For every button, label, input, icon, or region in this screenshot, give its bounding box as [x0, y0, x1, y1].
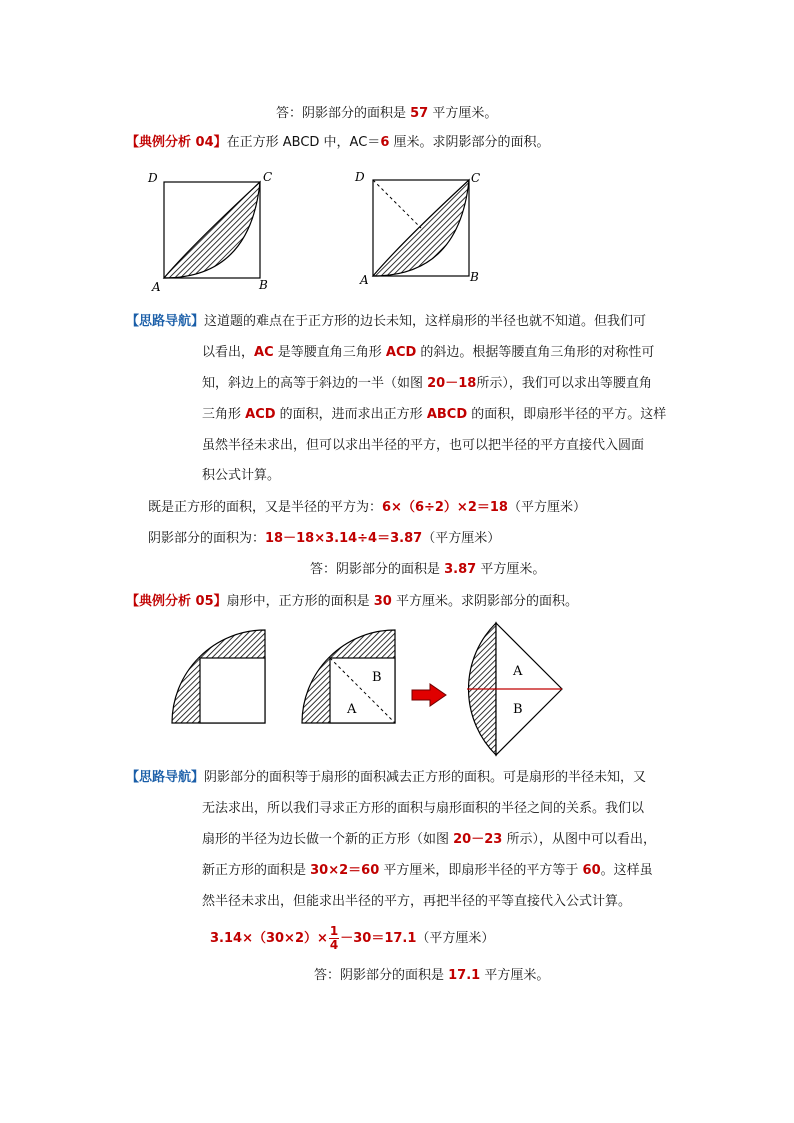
calc-text: 阴影部分的面积为：	[148, 531, 266, 546]
guide-2-line-2	[202, 799, 644, 819]
calc-expression: 3.14×（30×2）×	[210, 931, 328, 946]
question-text-end: 平方厘米。求阴影部分的面积。	[391, 594, 578, 609]
guide-highlight: 60	[582, 863, 601, 878]
guide-text: 这道题的难点在于正方形的边长未知，这样扇形的半径也就不知道。但我们可	[204, 314, 647, 329]
answer-unit: 平方厘米。	[476, 562, 546, 577]
guide-text: 的面积，即扇形半径的平方。这样	[467, 407, 667, 422]
guide-2-line-3	[202, 830, 656, 850]
label-b: B	[372, 670, 382, 685]
guide-highlight: 20－18	[427, 376, 477, 391]
answer-value: 17.1	[448, 968, 481, 983]
guide-text: 扇形的半径为边长做一个新的正方形（如图	[202, 832, 454, 847]
label-d: D	[355, 170, 365, 184]
answer-line-3	[314, 966, 549, 986]
ex04-figure-1	[140, 165, 290, 300]
label-a: A	[360, 273, 369, 287]
calc-line-1	[148, 498, 586, 518]
question-value: 30	[373, 594, 392, 609]
calc-unit: （平方厘米）	[507, 500, 586, 515]
ex05-figure-3	[455, 615, 575, 760]
guide-text: 积公式计算。	[202, 468, 281, 483]
guide-text: 的面积，进而求出正方形	[275, 407, 427, 422]
answer-line-1	[276, 104, 497, 124]
question-text: 在正方形 ABCD 中，AC＝	[226, 135, 381, 150]
answer-line-2	[310, 560, 545, 580]
guide-highlight: ACD	[385, 345, 417, 360]
guide-highlight: ABCD	[426, 407, 468, 422]
calc-unit: （平方厘米）	[422, 531, 501, 546]
ex05-figure-2	[295, 625, 405, 730]
guide-1-tag: 【思路导航】	[126, 314, 205, 329]
example-04-tag: 【典例分析 04】	[126, 135, 227, 150]
example-04-question	[126, 133, 550, 153]
guide-1-line-3	[202, 374, 652, 394]
guide-text: 所示），我们可以求出等腰直角	[476, 376, 652, 391]
label-c: C	[471, 171, 481, 185]
ex04-figure-2	[350, 165, 500, 300]
question-value: 6	[380, 135, 390, 150]
guide-text: 平方厘米，即扇形半径的平方等于	[379, 863, 583, 878]
guide-2-line-5	[202, 892, 631, 912]
guide-highlight: 20－23	[453, 832, 503, 847]
inner-square	[200, 658, 265, 723]
label-b: B	[470, 270, 479, 284]
example-05-tag: 【典例分析 05】	[126, 594, 227, 609]
guide-1-line-5	[202, 436, 644, 456]
label-c: C	[263, 170, 273, 184]
calc-text: 既是正方形的面积，又是半径的平方为：	[148, 500, 383, 515]
height-dashed-line	[373, 180, 421, 228]
answer-value: 3.87	[444, 562, 477, 577]
calc-line-3	[210, 924, 494, 954]
calc-expression: 18－18×3.14÷4＝3.87	[265, 531, 423, 546]
guide-1-line-2	[202, 343, 654, 363]
label-b: B	[259, 278, 268, 292]
guide-highlight: 30×2＝60	[310, 863, 380, 878]
answer-unit: 平方厘米。	[428, 106, 498, 121]
guide-highlight: AC	[254, 345, 274, 360]
calc-unit: （平方厘米）	[416, 931, 495, 946]
guide-highlight: ACD	[245, 407, 276, 422]
ex05-figure-1	[165, 625, 275, 730]
guide-1-line-4	[202, 405, 666, 425]
calc-line-2	[148, 529, 500, 549]
guide-1-line-6	[202, 466, 280, 486]
fraction-denominator: 4	[329, 938, 339, 952]
guide-text: 阴影部分的面积等于扇形的面积减去正方形的面积。可是扇形的半径未知，又	[204, 770, 647, 785]
example-05-question	[126, 592, 578, 612]
label-b: B	[513, 702, 523, 717]
guide-text: 所示），从图中可以看出，	[502, 832, 656, 847]
calc-expression: 6×（6÷2）×2＝18	[382, 500, 508, 515]
guide-text: 无法求出，所以我们寻求正方形的面积与扇形面积的半径之间的关系。我们以	[202, 801, 645, 816]
answer-unit: 平方厘米。	[480, 968, 550, 983]
label-a: A	[347, 702, 357, 717]
red-arrow-icon	[410, 682, 450, 712]
guide-text: 然半径未求出，但能求出半径的平方，再把半径的平等直接代入公式计算。	[202, 894, 632, 909]
guide-text: 知，斜边上的高等于斜边的一半（如图	[202, 376, 428, 391]
guide-text: 虽然半径未求出，但可以求出半径的平方，也可以把半径的平方直接代入圆面	[202, 438, 645, 453]
calc-expression: －30＝17.1	[340, 931, 417, 946]
fraction-numerator: 1	[329, 924, 339, 938]
guide-1-line-1	[126, 312, 646, 332]
guide-2-tag: 【思路导航】	[126, 770, 205, 785]
guide-text: 以看出，	[202, 345, 255, 360]
fraction	[329, 925, 339, 952]
guide-text: 新正方形的面积是	[202, 863, 311, 878]
shaded-region	[164, 182, 260, 278]
guide-text: 是等腰直角三角形	[273, 345, 386, 360]
label-a: A	[513, 664, 523, 679]
answer-text: 答：阴影部分的面积是	[310, 562, 445, 577]
label-a: A	[152, 280, 161, 294]
guide-2-line-4	[202, 861, 653, 881]
label-d: D	[148, 171, 158, 185]
guide-text: 三角形	[202, 407, 246, 422]
guide-text: 的斜边。根据等腰直角三角形的对称性可	[416, 345, 655, 360]
guide-2-line-1	[126, 768, 646, 788]
answer-value: 57	[410, 106, 429, 121]
question-text: 扇形中，正方形的面积是	[226, 594, 374, 609]
question-text-end: 厘米。求阴影部分的面积。	[389, 135, 550, 150]
answer-text: 答：阴影部分的面积是	[314, 968, 449, 983]
answer-text: 答：阴影部分的面积是	[276, 106, 411, 121]
guide-text: 。这样虽	[600, 863, 653, 878]
